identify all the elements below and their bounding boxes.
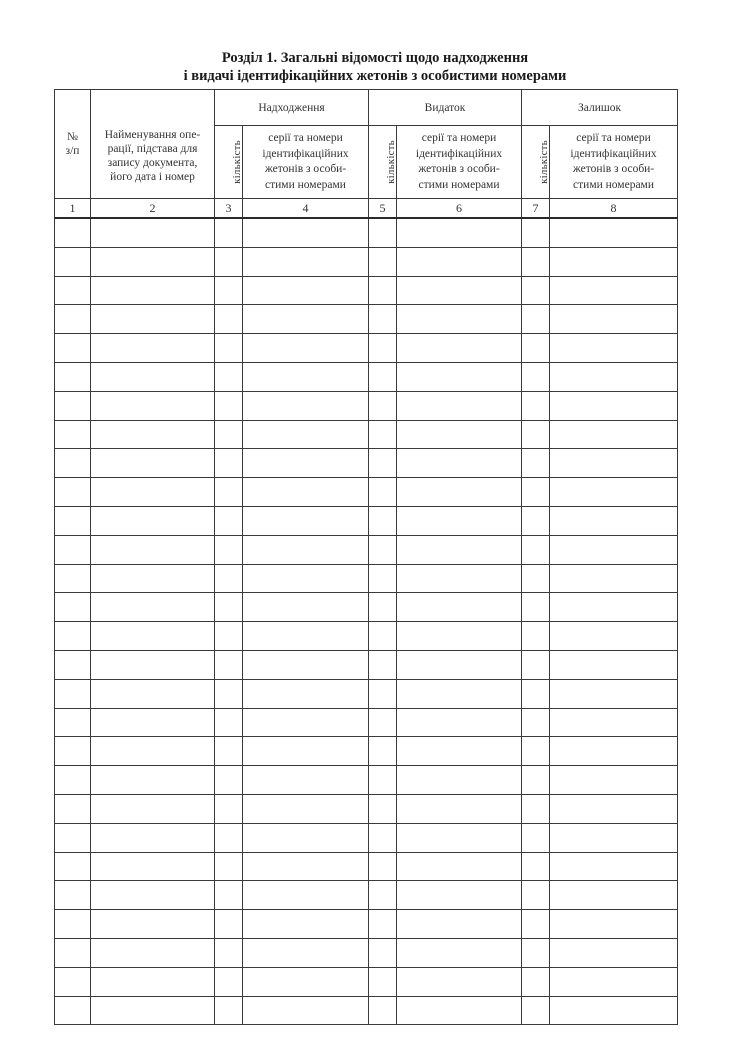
- table-cell: [91, 276, 215, 305]
- table-cell: [91, 737, 215, 766]
- table-cell: [397, 737, 522, 766]
- table-cell: [55, 564, 91, 593]
- table-cell: [550, 737, 678, 766]
- table-cell: [550, 305, 678, 334]
- balance-series-line-2: ідентифікаційних: [570, 147, 657, 160]
- table-cell: [397, 996, 522, 1025]
- table-cell: [522, 679, 550, 708]
- table-cell: [55, 737, 91, 766]
- column-number-row: [55, 199, 678, 219]
- table-cell: [55, 794, 91, 823]
- table-cell: [522, 938, 550, 967]
- table-cell: [55, 766, 91, 795]
- table-row: [55, 305, 678, 334]
- column-number: 4: [243, 199, 369, 219]
- table-cell: [243, 535, 369, 564]
- table-cell: [397, 420, 522, 449]
- table-cell: [550, 247, 678, 276]
- table-cell: [550, 506, 678, 535]
- table-cell: [369, 535, 397, 564]
- income-series-line-3: жетонів з особи-: [264, 163, 347, 175]
- table-cell: [243, 967, 369, 996]
- table-cell: [522, 334, 550, 363]
- header-expense-series: [397, 126, 522, 199]
- table-row: [55, 794, 678, 823]
- title-line-2: і видачі ідентифікаційних жетонів з особистими номерами: [183, 68, 567, 84]
- header-row-groups: [55, 90, 678, 126]
- table-cell: [91, 650, 215, 679]
- table-cell: [243, 564, 369, 593]
- table-cell: [550, 852, 678, 881]
- table-cell: [550, 996, 678, 1025]
- table-cell: [369, 679, 397, 708]
- table-cell: [550, 910, 678, 939]
- table-body: [55, 218, 678, 1025]
- table-cell: [91, 766, 215, 795]
- table-cell: [215, 622, 243, 651]
- table-cell: [55, 910, 91, 939]
- table-cell: [522, 794, 550, 823]
- table-cell: [243, 506, 369, 535]
- table-cell: [522, 420, 550, 449]
- table-row: [55, 823, 678, 852]
- table-cell: [91, 247, 215, 276]
- table-cell: [215, 852, 243, 881]
- table-cell: [397, 535, 522, 564]
- table-cell: [397, 276, 522, 305]
- balance-series-line-3: жетонів з особи-: [572, 163, 655, 175]
- table-cell: [215, 334, 243, 363]
- table-cell: [550, 362, 678, 391]
- table-cell: [397, 766, 522, 795]
- table-cell: [369, 650, 397, 679]
- table-cell: [550, 593, 678, 622]
- table-cell: [369, 218, 397, 247]
- table-cell: [369, 449, 397, 478]
- expense-qty-label: кількість: [384, 140, 397, 184]
- table-cell: [522, 737, 550, 766]
- table-cell: [215, 391, 243, 420]
- table-cell: [243, 276, 369, 305]
- table-cell: [550, 622, 678, 651]
- table-cell: [397, 391, 522, 420]
- table-row: [55, 391, 678, 420]
- table-cell: [550, 449, 678, 478]
- table-cell: [55, 967, 91, 996]
- table-cell: [550, 218, 678, 247]
- table-row: [55, 506, 678, 535]
- table-row: [55, 564, 678, 593]
- table-cell: [522, 506, 550, 535]
- table-cell: [55, 938, 91, 967]
- table-cell: [215, 449, 243, 478]
- table-row: [55, 218, 678, 247]
- column-number: 2: [91, 199, 215, 219]
- table-cell: [369, 823, 397, 852]
- table-cell: [215, 362, 243, 391]
- table-cell: [397, 823, 522, 852]
- header-expense: Видаток: [369, 90, 522, 126]
- table-cell: [243, 449, 369, 478]
- table-cell: [215, 679, 243, 708]
- column-number: 5: [369, 199, 397, 219]
- table-cell: [243, 766, 369, 795]
- table-cell: [55, 823, 91, 852]
- table-cell: [215, 823, 243, 852]
- table-cell: [522, 478, 550, 507]
- header-expense-qty: [369, 126, 397, 199]
- table-cell: [243, 420, 369, 449]
- expense-series-line-4: стими номерами: [418, 178, 500, 191]
- table-cell: [243, 737, 369, 766]
- table-cell: [397, 334, 522, 363]
- column-number: 3: [215, 199, 243, 219]
- table-cell: [215, 910, 243, 939]
- table-cell: [397, 967, 522, 996]
- table-cell: [397, 622, 522, 651]
- table-row: [55, 996, 678, 1025]
- table-cell: [522, 564, 550, 593]
- income-series-line-4: стими номерами: [265, 178, 346, 191]
- table-cell: [91, 794, 215, 823]
- table-row: [55, 247, 678, 276]
- table-cell: [369, 593, 397, 622]
- table-cell: [215, 506, 243, 535]
- table-cell: [243, 247, 369, 276]
- table-cell: [397, 593, 522, 622]
- table-cell: [243, 823, 369, 852]
- table-cell: [522, 622, 550, 651]
- table-cell: [369, 420, 397, 449]
- table-cell: [243, 852, 369, 881]
- column-number: 7: [522, 199, 550, 219]
- table-cell: [55, 218, 91, 247]
- table-cell: [550, 391, 678, 420]
- table-cell: [522, 881, 550, 910]
- table-cell: [243, 996, 369, 1025]
- income-series-line-2: ідентифікаційних: [262, 147, 349, 160]
- table-cell: [55, 334, 91, 363]
- table-cell: [550, 420, 678, 449]
- table-cell: [55, 449, 91, 478]
- table-cell: [369, 996, 397, 1025]
- table-cell: [91, 535, 215, 564]
- table-cell: [243, 478, 369, 507]
- table-cell: [91, 938, 215, 967]
- table-cell: [55, 247, 91, 276]
- table-cell: [243, 362, 369, 391]
- table-cell: [397, 247, 522, 276]
- table-cell: [522, 449, 550, 478]
- table-cell: [55, 593, 91, 622]
- table-cell: [522, 766, 550, 795]
- header-balance-qty: [522, 126, 550, 199]
- table-cell: [550, 881, 678, 910]
- balance-qty-label: кількість: [537, 140, 550, 184]
- title-line-1: Розділ 1. Загальні відомості щодо надходження: [221, 50, 529, 66]
- table-cell: [397, 449, 522, 478]
- table-cell: [522, 593, 550, 622]
- table-cell: [215, 276, 243, 305]
- table-cell: [522, 823, 550, 852]
- table-cell: [243, 650, 369, 679]
- table-row: [55, 938, 678, 967]
- table-cell: [215, 737, 243, 766]
- income-qty-label: кількість: [230, 140, 243, 184]
- table-cell: [243, 593, 369, 622]
- table-cell: [369, 881, 397, 910]
- table-cell: [369, 967, 397, 996]
- table-cell: [522, 996, 550, 1025]
- table-cell: [91, 449, 215, 478]
- table-cell: [522, 276, 550, 305]
- balance-series-line-4: стими номерами: [573, 178, 654, 191]
- table-cell: [91, 506, 215, 535]
- table-cell: [369, 276, 397, 305]
- table-cell: [397, 910, 522, 939]
- table-cell: [369, 938, 397, 967]
- table-cell: [397, 305, 522, 334]
- table-cell: [91, 881, 215, 910]
- table-cell: [55, 852, 91, 881]
- table-cell: [91, 420, 215, 449]
- table-cell: [550, 794, 678, 823]
- table-cell: [215, 881, 243, 910]
- table-cell: [55, 506, 91, 535]
- table-cell: [91, 593, 215, 622]
- table-cell: [243, 622, 369, 651]
- table-cell: [215, 478, 243, 507]
- table-cell: [522, 535, 550, 564]
- table-cell: [369, 852, 397, 881]
- table-cell: [91, 218, 215, 247]
- table-cell: [243, 305, 369, 334]
- table-row: [55, 478, 678, 507]
- table-cell: [369, 564, 397, 593]
- table-cell: [550, 766, 678, 795]
- table-cell: [522, 391, 550, 420]
- table-row: [55, 420, 678, 449]
- header-income: Надходження: [215, 90, 369, 126]
- table-cell: [369, 362, 397, 391]
- table-cell: [215, 305, 243, 334]
- header-operation-name: [91, 90, 215, 199]
- table-cell: [550, 679, 678, 708]
- column-number: 6: [397, 199, 522, 219]
- table-cell: [522, 708, 550, 737]
- table-row: [55, 334, 678, 363]
- table-cell: [397, 218, 522, 247]
- table-cell: [369, 247, 397, 276]
- table-cell: [550, 967, 678, 996]
- table-cell: [215, 794, 243, 823]
- table-cell: [55, 679, 91, 708]
- table-cell: [91, 823, 215, 852]
- table-cell: [91, 334, 215, 363]
- table-row: [55, 276, 678, 305]
- table-cell: [550, 938, 678, 967]
- table-cell: [91, 362, 215, 391]
- table-row: [55, 622, 678, 651]
- column-number: 8: [550, 199, 678, 219]
- table-cell: [522, 305, 550, 334]
- table-cell: [397, 881, 522, 910]
- table-cell: [55, 708, 91, 737]
- table-cell: [215, 650, 243, 679]
- table-cell: [550, 708, 678, 737]
- table-cell: [243, 881, 369, 910]
- table-cell: [215, 593, 243, 622]
- table-cell: [369, 794, 397, 823]
- table-cell: [91, 996, 215, 1025]
- expense-series-line-1: серії та номери: [421, 132, 497, 144]
- table-row: [55, 766, 678, 795]
- table-cell: [55, 276, 91, 305]
- table-cell: [215, 708, 243, 737]
- register-table: [54, 89, 678, 1025]
- table-row: [55, 449, 678, 478]
- table-cell: [55, 478, 91, 507]
- header-balance: Залишок: [522, 90, 678, 126]
- table-row: [55, 967, 678, 996]
- table-cell: [215, 247, 243, 276]
- table-cell: [550, 334, 678, 363]
- table-cell: [369, 334, 397, 363]
- table-cell: [55, 535, 91, 564]
- table-cell: [397, 679, 522, 708]
- header-name-line-3: запису документа,: [107, 157, 198, 169]
- table-cell: [522, 362, 550, 391]
- table-cell: [369, 391, 397, 420]
- table-cell: [215, 938, 243, 967]
- table-cell: [55, 881, 91, 910]
- table-cell: [55, 391, 91, 420]
- expense-series-line-2: ідентифікаційних: [415, 147, 503, 160]
- table-row: [55, 708, 678, 737]
- table-row: [55, 737, 678, 766]
- header-name-line-2: рації, підстава для: [107, 143, 198, 155]
- table-cell: [522, 967, 550, 996]
- table-cell: [369, 506, 397, 535]
- table-cell: [55, 305, 91, 334]
- table-cell: [91, 564, 215, 593]
- table-cell: [91, 391, 215, 420]
- column-number: 1: [55, 199, 91, 219]
- table-row: [55, 852, 678, 881]
- header-name-line-4: його дата і номер: [110, 171, 195, 183]
- table-cell: [522, 910, 550, 939]
- table-cell: [369, 478, 397, 507]
- table-cell: [550, 478, 678, 507]
- table-cell: [55, 996, 91, 1025]
- table-cell: [397, 506, 522, 535]
- table-cell: [243, 391, 369, 420]
- table-cell: [522, 852, 550, 881]
- table-cell: [91, 708, 215, 737]
- table-cell: [91, 852, 215, 881]
- table-row: [55, 910, 678, 939]
- table-row: [55, 362, 678, 391]
- table-cell: [369, 622, 397, 651]
- table-cell: [369, 708, 397, 737]
- table-cell: [55, 362, 91, 391]
- header-balance-series: [550, 126, 678, 199]
- table-cell: [550, 650, 678, 679]
- table-cell: [215, 218, 243, 247]
- table-cell: [55, 622, 91, 651]
- table-cell: [397, 564, 522, 593]
- table-cell: [91, 967, 215, 996]
- table-cell: [522, 247, 550, 276]
- table-cell: [215, 535, 243, 564]
- table-cell: [91, 305, 215, 334]
- table-cell: [91, 478, 215, 507]
- table-cell: [550, 535, 678, 564]
- table-cell: [369, 737, 397, 766]
- table-cell: [243, 334, 369, 363]
- table-cell: [91, 679, 215, 708]
- table-cell: [91, 910, 215, 939]
- table-cell: [243, 910, 369, 939]
- table-cell: [550, 564, 678, 593]
- table-cell: [550, 823, 678, 852]
- table-row: [55, 593, 678, 622]
- header-number: [55, 90, 91, 199]
- table-cell: [55, 420, 91, 449]
- table-cell: [215, 996, 243, 1025]
- balance-series-line-1: серії та номери: [576, 132, 651, 144]
- header-income-series: [243, 126, 369, 199]
- header-number-sign: №: [67, 131, 78, 143]
- table-cell: [243, 679, 369, 708]
- table-cell: [397, 852, 522, 881]
- table-cell: [550, 276, 678, 305]
- table-cell: [215, 420, 243, 449]
- table-cell: [397, 708, 522, 737]
- page-title: [0, 49, 750, 85]
- table-cell: [369, 305, 397, 334]
- header-name-line-1: Найменування опе-: [104, 129, 201, 141]
- table-cell: [522, 650, 550, 679]
- table-cell: [91, 622, 215, 651]
- table-cell: [243, 938, 369, 967]
- table-cell: [397, 938, 522, 967]
- table-cell: [522, 218, 550, 247]
- table-cell: [369, 766, 397, 795]
- table-row: [55, 650, 678, 679]
- header-income-qty: [215, 126, 243, 199]
- table-cell: [397, 478, 522, 507]
- table-cell: [243, 794, 369, 823]
- table-cell: [397, 362, 522, 391]
- table-row: [55, 679, 678, 708]
- table-cell: [397, 650, 522, 679]
- table-cell: [55, 650, 91, 679]
- table-cell: [215, 564, 243, 593]
- income-series-line-1: серії та номери: [268, 132, 343, 144]
- table-cell: [243, 708, 369, 737]
- table-cell: [215, 766, 243, 795]
- header-number-abbr: з/п: [65, 145, 80, 157]
- table-cell: [243, 218, 369, 247]
- table-cell: [215, 967, 243, 996]
- table-cell: [397, 794, 522, 823]
- table-row: [55, 535, 678, 564]
- table-row: [55, 881, 678, 910]
- expense-series-line-3: жетонів з особи-: [418, 163, 500, 175]
- table-cell: [369, 910, 397, 939]
